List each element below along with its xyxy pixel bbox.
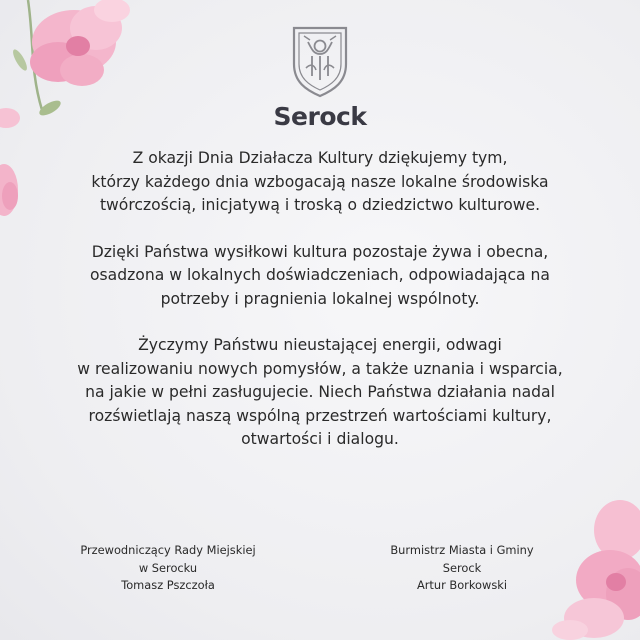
- signature-title: Serock: [442, 560, 482, 575]
- message-line: na jakie w pełni zasługujecie. Niech Państwa działania nadal: [85, 383, 555, 401]
- message-line: rozświetlają naszą wspólną przestrzeń wartościami kultury,: [88, 406, 552, 425]
- signature-council-chairman: [28, 542, 308, 595]
- message-paragraph: [0, 241, 640, 312]
- message-line: osadzona w lokalnych doświadczeniach, odpowiadająca na: [90, 266, 550, 284]
- message-line: Z okazji Dnia Działacza Kultury dziękujemy tym,: [132, 149, 508, 167]
- serock-crest-icon: [290, 24, 350, 98]
- message-line: potrzeby i pragnienia lokalnej wspólnoty.: [160, 289, 480, 308]
- brand-name: Serock: [273, 102, 367, 131]
- message-line: Dzięki Państwa wysiłkowi kultura pozostaje żywa i obecna,: [91, 242, 549, 261]
- message-line: twórczością, inicjatywą i troską o dziedzictwo kulturowe.: [99, 196, 541, 214]
- greeting-message: [0, 147, 640, 475]
- signature-person-name: Tomasz Pszczoła: [121, 578, 215, 592]
- signature-person-name: Artur Borkowski: [416, 578, 508, 592]
- message-paragraph: [0, 334, 640, 452]
- signature-mayor: [322, 542, 602, 595]
- signature-title: Przewodniczący Rady Miejskiej: [80, 543, 256, 557]
- logo: [0, 24, 640, 131]
- message-paragraph: [0, 147, 640, 218]
- signature-title: Burmistrz Miasta i Gminy: [390, 543, 534, 557]
- message-line: którzy każdego dnia wzbogacają nasze lokalne środowiska: [91, 172, 549, 191]
- message-line: w realizowaniu nowych pomysłów, a także uznania i wsparcia,: [77, 359, 563, 378]
- signature-title: w Serocku: [138, 560, 198, 575]
- message-line: otwartości i dialogu.: [241, 430, 399, 448]
- message-line: Życzymy Państwu nieustającej energii, odwagi: [138, 336, 502, 354]
